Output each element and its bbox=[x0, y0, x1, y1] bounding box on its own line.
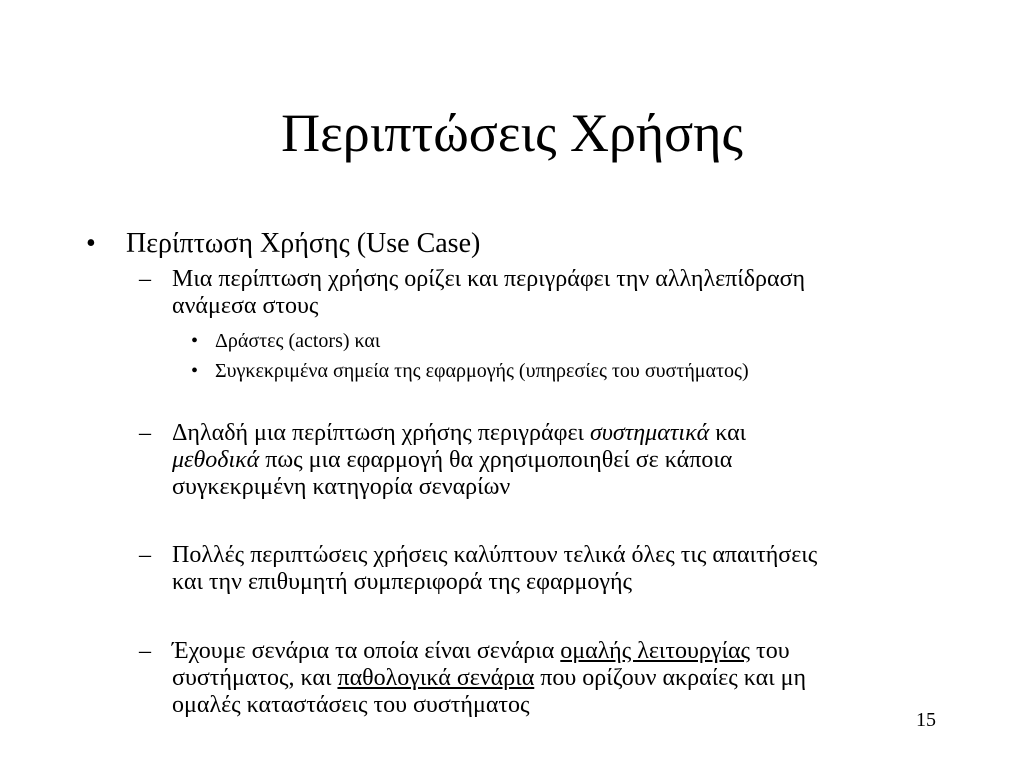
subitem-scenarios-line2 bbox=[172, 665, 972, 692]
text-run: πως μια εφαρμογή θα χρησιμοποιηθεί σε κάποια bbox=[259, 447, 733, 473]
underlined-text: ομαλής λειτουργίας bbox=[560, 638, 751, 664]
subitem-requirements-line2: και την επιθυμητή συμπεριφορά της εφαρμογής bbox=[172, 569, 633, 595]
underlined-text: παθολογικά σενάρια bbox=[337, 665, 535, 691]
subsub-bullet-marker: • bbox=[191, 360, 199, 382]
dash-marker: – bbox=[139, 638, 151, 664]
text-run: συστήματος, και bbox=[172, 665, 338, 691]
slide-title: Περιπτώσεις Χρήσης bbox=[281, 103, 743, 163]
page-number: 15 bbox=[916, 709, 936, 731]
dash-marker: – bbox=[139, 420, 151, 446]
dash-marker: – bbox=[139, 542, 151, 568]
bullet-marker: • bbox=[86, 228, 96, 259]
subsub-item-actors: Δράστες (actors) και bbox=[215, 330, 381, 352]
subitem-requirements bbox=[172, 542, 972, 596]
subsub-bullet-marker: • bbox=[191, 330, 199, 352]
text-run: και bbox=[709, 420, 747, 446]
subitem-definition bbox=[172, 266, 972, 320]
subitem-requirements-line1: Πολλές περιπτώσεις χρήσεις καλύπτουν τελικά όλες τις απαιτήσεις bbox=[172, 542, 818, 568]
text-run: Έχουμε σενάρια τα οποία είναι σενάρια bbox=[172, 638, 561, 664]
subitem-scenarios-line1 bbox=[172, 638, 972, 665]
subitem-scenarios-line3: ομαλές καταστάσεις του συστήματος bbox=[172, 692, 530, 718]
bullet-use-case: Περίπτωση Χρήσης (Use Case) bbox=[126, 228, 481, 259]
subitem-scenarios bbox=[172, 638, 972, 719]
emphasis-text: μεθοδικά bbox=[172, 447, 260, 473]
text-run: που ορίζουν ακραίες και μη bbox=[534, 665, 807, 691]
subsub-item-system-points: Συγκεκριμένα σημεία της εφαρμογής (υπηρεσίες του συστήματος) bbox=[215, 360, 749, 382]
subitem-systematic bbox=[172, 420, 972, 501]
subitem-definition-line2: ανάμεσα στους bbox=[172, 293, 319, 319]
subitem-definition-line1: Μια περίπτωση χρήσης ορίζει και περιγράφει την αλληλεπίδραση bbox=[172, 266, 806, 292]
dash-marker: – bbox=[139, 266, 151, 292]
text-run: του bbox=[750, 638, 790, 664]
subitem-systematic-line1 bbox=[172, 420, 972, 447]
emphasis-text: συστηματικά bbox=[589, 420, 710, 446]
text-run: Δηλαδή μια περίπτωση χρήσης περιγράφει bbox=[172, 420, 590, 446]
subitem-systematic-line3: συγκεκριμένη κατηγορία σεναρίων bbox=[172, 474, 511, 500]
subitem-systematic-line2 bbox=[172, 447, 972, 474]
